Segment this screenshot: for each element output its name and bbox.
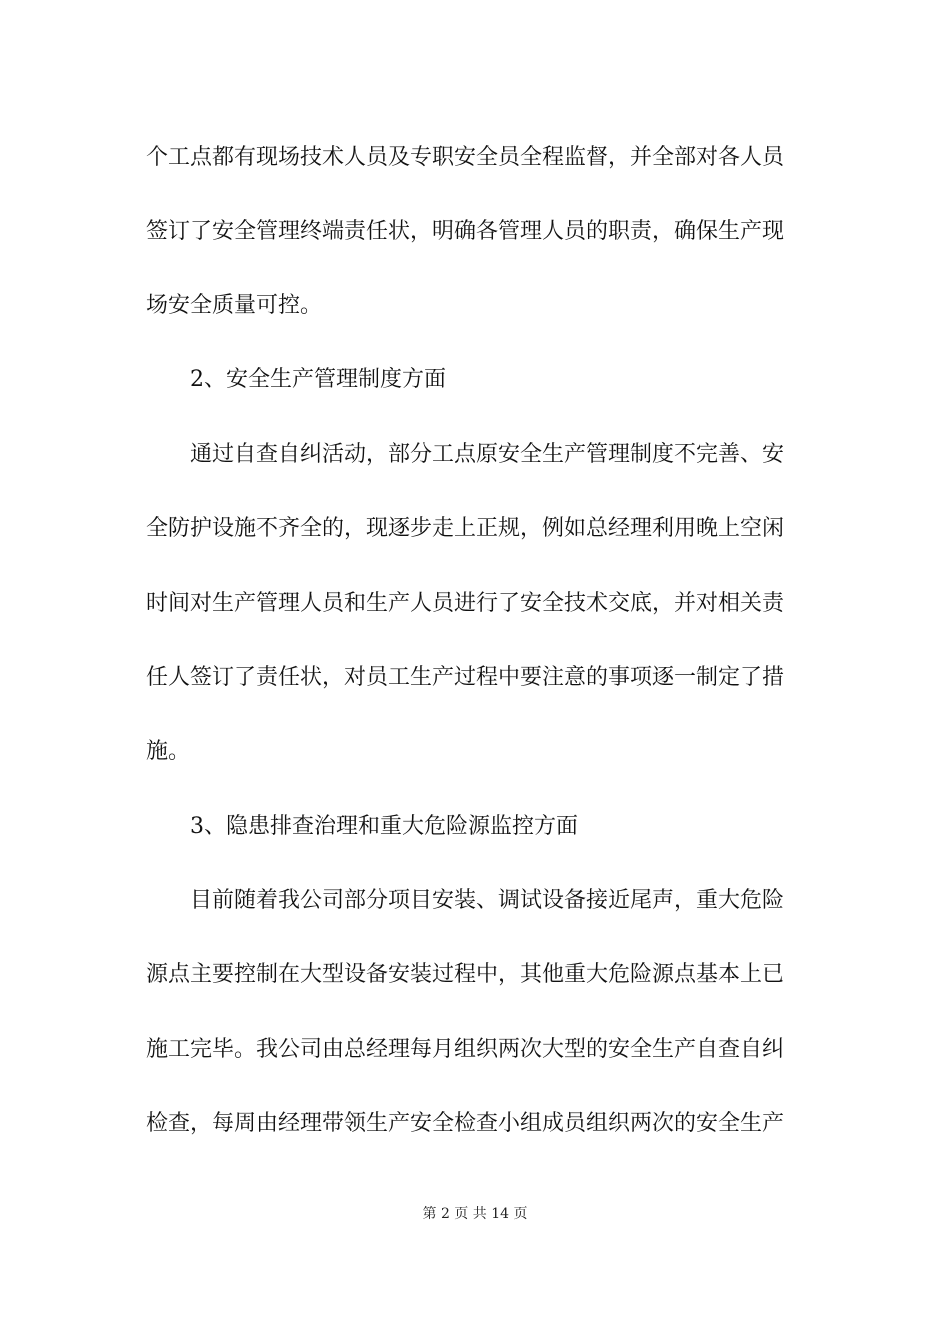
body-text-line: 施工完毕。我公司由总经理每月组织两次大型的安全生产自查自纠 [146, 1037, 785, 1062]
body-text-line: 签订了安全管理终端责任状，明确各管理人员的职责，确保生产现 [146, 219, 785, 244]
body-text-line: 时间对生产管理人员和生产人员进行了安全技术交底，并对相关责 [146, 591, 785, 616]
body-text-line: 施。 [146, 739, 191, 764]
body-text-line: 源点主要控制在大型设备安装过程中，其他重大危险源点基本上已 [146, 962, 785, 987]
body-text-line: 任人签订了责任状，对员工生产过程中要注意的事项逐一制定了措 [146, 665, 785, 690]
paragraph-first-line: 目前随着我公司部分项目安装、调试设备接近尾声，重大危险 [190, 888, 785, 913]
body-text-line: 个工点都有现场技术人员及专职安全员全程监督，并全部对各人员 [146, 145, 785, 170]
body-text-line: 检查，每周由经理带领生产安全检查小组成员组织两次的安全生产 [146, 1111, 785, 1136]
section-heading: 2、安全生产管理制度方面 [190, 367, 446, 392]
body-text-line: 场安全质量可控。 [146, 293, 323, 318]
section-heading: 3、隐患排查治理和重大危险源监控方面 [190, 814, 578, 839]
page-footer: 第 2 页 共 14 页 [422, 1206, 528, 1222]
body-text-line: 全防护设施不齐全的，现逐步走上正规，例如总经理利用晚上空闲 [146, 516, 785, 541]
paragraph-first-line: 通过自查自纠活动，部分工点原安全生产管理制度不完善、安 [190, 442, 785, 467]
